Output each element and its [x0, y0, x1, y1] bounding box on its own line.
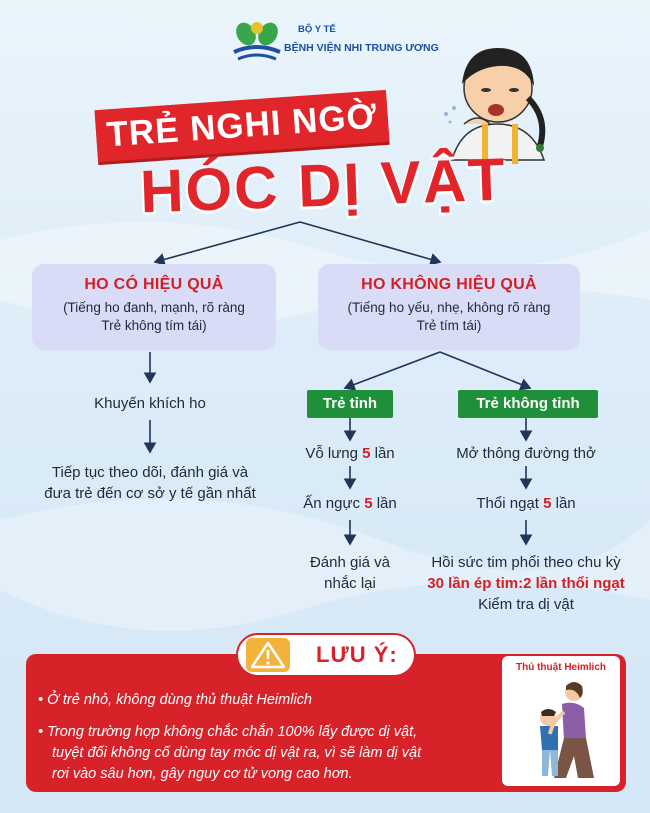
note-bullet-2-line-2: tuyệt đối không cố dùng tay móc dị vật ra, vì sẽ làm dị vật [52, 745, 422, 761]
effective-cough-heading: HO CÓ HIỆU QUẢ [84, 276, 224, 293]
note-bullet-2-line-3: rơi vào sâu hơn, gây nguy cơ tử vong cao hơn. [52, 766, 353, 782]
back-blows-count: 5 [362, 445, 371, 462]
monitor-step-line-1: Tiếp tục theo dõi, đánh giá và [51, 464, 249, 481]
heimlich-illustration-card [502, 656, 620, 786]
ineffective-cough-desc-1: (Tiếng ho yếu, nhẹ, không rõ ràng [347, 300, 551, 315]
chest-thrusts-step: Ấn ngực 5 lần [303, 495, 397, 512]
ineffective-cough-heading: HO KHÔNG HIỆU QUẢ [361, 276, 537, 293]
conscious-child-label: Trẻ tỉnh [307, 390, 393, 418]
back-blows-step: Vỗ lưng 5 lần [305, 445, 395, 462]
title-line-2: HÓC DỊ VẬT [138, 145, 508, 226]
check-object-step: Kiểm tra dị vật [478, 596, 574, 613]
rescue-breaths-count: 5 [543, 495, 552, 512]
org-name-ministry: BỘ Y TẾ [298, 24, 336, 35]
ineffective-cough-box [318, 264, 580, 350]
note-bullet-2: • Trong trường hợp không chắc chắn 100% lấy được dị vật, [38, 724, 418, 740]
rescue-breaths-step: Thổi ngạt 5 lần [476, 495, 576, 512]
effective-cough-desc-1: (Tiếng ho đanh, mạnh, rõ ràng [63, 300, 245, 315]
reassess-step-line-2: nhắc lại [324, 575, 376, 592]
warning-note-header [236, 633, 416, 677]
title-line-1: TRẺ NGHI NGỜ [95, 90, 390, 162]
effective-cough-box [32, 264, 276, 350]
cpr-ratio: 30 lần ép tim:2 lần thổi ngạt [427, 575, 625, 592]
heimlich-illustration [516, 678, 606, 782]
open-airway-step: Mở thông đường thở [456, 445, 596, 462]
warning-icon [246, 638, 290, 672]
reassess-step-line-1: Đánh giá và [309, 554, 391, 571]
encourage-cough-step: Khuyến khích ho [94, 395, 206, 412]
chest-thrusts-count: 5 [364, 495, 373, 512]
org-name-hospital: BỆNH VIỆN NHI TRUNG ƯƠNG [284, 42, 439, 54]
warning-note-title: LƯU Ý: [316, 642, 398, 667]
note-bullet-1: • Ở trẻ nhỏ, không dùng thủ thuật Heimlich [38, 692, 312, 708]
effective-cough-desc-2: Trẻ không tím tái) [101, 318, 207, 333]
unconscious-child-label: Trẻ không tỉnh [458, 390, 598, 418]
heimlich-label: Thủ thuật Heimlich [516, 662, 606, 673]
ineffective-cough-desc-2: Trẻ tím tái) [416, 318, 482, 333]
monitor-step-line-2: đưa trẻ đến cơ sở y tế gần nhất [44, 485, 256, 502]
cpr-step-line-1: Hồi sức tim phổi theo chu kỳ [431, 554, 621, 571]
